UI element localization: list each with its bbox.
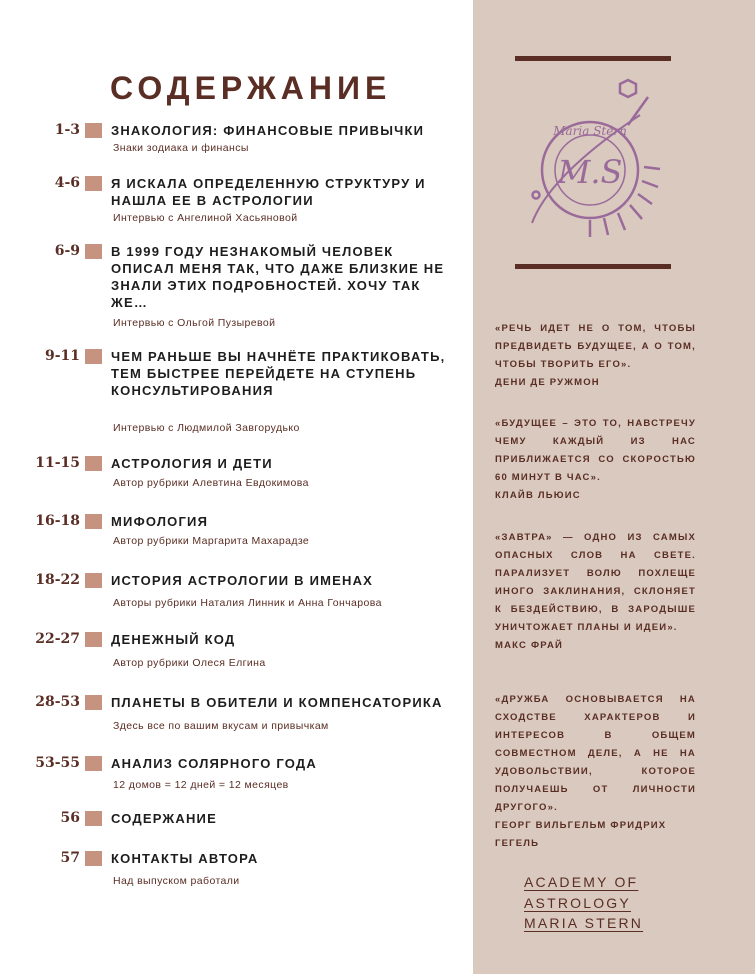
logo-monogram: M.S (557, 153, 623, 191)
toc-title: В 1999 ГОДУ НЕЗНАКОМЫЙ ЧЕЛОВЕК ОПИСАЛ МЕНЯ ТАК, ЧТО ДАЖЕ БЛИЗКИЕ НЕ ЗНАЛИ ЭТИХ ПОДРОБНОСТЕЙ. ХОЧУ ТАК ЖЕ… (111, 244, 445, 310)
page-range: 22-27 (35, 631, 80, 647)
bullet-square (85, 349, 102, 364)
toc-title: ЗНАКОЛОГИЯ: ФИНАНСОВЫЕ ПРИВЫЧКИ (111, 123, 425, 138)
bullet-square (85, 244, 102, 259)
quote-text: «БУДУЩЕЕ – ЭТО ТО, НАВСТРЕЧУ ЧЕМУ КАЖДЫЙ ИЗ НАС ПРИБЛИЖАЕТСЯ СО СКОРОСТЬЮ 60 МИНУТ В ЧАС». (495, 418, 696, 483)
toc-title: ИСТОРИЯ АСТРОЛОГИИ В ИМЕНАХ (111, 573, 374, 588)
page-range: 53-55 (35, 755, 80, 771)
bullet-square (85, 632, 102, 647)
page-range: 18-22 (35, 572, 80, 588)
bullet-square (85, 695, 102, 710)
toc-subtitle: Интервью с Ангелиной Хасьяновой (113, 212, 298, 224)
page-range: 4-6 (54, 175, 80, 191)
bullet-square (85, 123, 102, 138)
quote-text: «РЕЧЬ ИДЕТ НЕ О ТОМ, ЧТОБЫ ПРЕДВИДЕТЬ БУДУЩЕЕ, А О ТОМ, ЧТОБЫ ТВОРИТЬ ЕГО». (495, 323, 696, 370)
page-range: 1-3 (54, 122, 80, 138)
toc-subtitle: Автор рубрики Олеся Елгина (113, 657, 266, 669)
top-divider (515, 56, 671, 61)
toc-title: ПЛАНЕТЫ В ОБИТЕЛИ И КОМПЕНСАТОРИКА (111, 695, 443, 710)
logo-text: Maria Stern (553, 124, 627, 138)
bullet-square (85, 573, 102, 588)
toc-subtitle: Над выпуском работали (113, 875, 240, 887)
toc-subtitle: 12 домов = 12 дней = 12 месяцев (113, 779, 289, 791)
bullet-square (85, 456, 102, 471)
academy-line: MARIA STERN (524, 915, 644, 931)
toc-title: СОДЕРЖАНИЕ (111, 811, 217, 826)
toc-subtitle: Знаки зодиака и финансы (113, 142, 249, 154)
bullet-square (85, 811, 102, 826)
maria-stern-logo (520, 75, 670, 245)
toc-title: МИФОЛОГИЯ (111, 514, 209, 529)
page-range: 11-15 (35, 455, 80, 471)
academy-line: ASTROLOGY (524, 894, 631, 911)
quote (495, 529, 696, 655)
quote (495, 320, 696, 392)
toc-subtitle: Интервью с Ольгой Пузыревой (113, 317, 276, 329)
toc-title: АНАЛИЗ СОЛЯРНОГО ГОДА (111, 756, 317, 771)
academy-line: ACADEMY OF (524, 874, 639, 890)
page-range: 16-18 (35, 513, 80, 529)
page-range: 6-9 (54, 243, 80, 259)
quote-author: МАКС ФРАЙ (495, 640, 564, 651)
quote-author: ДЕНИ ДЕ РУЖМОН (495, 377, 600, 388)
quote-text: «ДРУЖБА ОСНОВЫВАЕТСЯ НА СХОДСТВЕ ХАРАКТЕРОВ И ИНТЕРЕСОВ В ОБЩЕМ СОВМЕСТНОМ ДЕЛЕ, А НЕ НА УДОВОЛЬСТВИИ, КОТОРОЕ ПОЛУЧАЕШЬ ОТ ЛИЧНОСТИ ДРУГОГО». (495, 694, 696, 813)
quote-author: ГЕОРГ ВИЛЬГЕЛЬМ ФРИДРИХ ГЕГЕЛЬ (495, 820, 667, 849)
page-range: 57 (60, 850, 80, 866)
toc-subtitle: Автор рубрики Алевтина Евдокимова (113, 477, 309, 489)
quote (495, 415, 696, 505)
toc-subtitle: Авторы рубрики Наталия Линник и Анна Гончарова (113, 597, 382, 609)
quote-text: «ЗАВТРА» — ОДНО ИЗ САМЫХ ОПАСНЫХ СЛОВ НА СВЕТЕ. ПАРАЛИЗУЕТ ВОЛЮ ПОХЛЕЩЕ ИНОГО ЗАКЛИНАНИЯ, СКЛОНЯЕТ К БЕЗДЕЙСТВИЮ, В ЗАРОДЫШЕ УНИЧТОЖАЕТ ПЛАНЫ И ИДЕИ». (495, 532, 696, 633)
toc-title: ДЕНЕЖНЫЙ КОД (111, 632, 236, 647)
toc-subtitle: Автор рубрики Маргарита Махарадзе (113, 535, 310, 547)
page-range: 28-53 (35, 694, 80, 710)
bullet-square (85, 514, 102, 529)
toc-title: КОНТАКТЫ АВТОРА (111, 851, 259, 866)
bottom-divider (515, 264, 671, 269)
toc-subtitle: Здесь все по вашим вкусам и привычкам (113, 720, 329, 732)
bullet-square (85, 176, 102, 191)
toc-subtitle: Интервью с Людмилой Завгорудько (113, 422, 300, 434)
page-range: 9-11 (44, 348, 80, 364)
academy-name[interactable] (524, 872, 643, 934)
page-range: 56 (60, 810, 80, 826)
bullet-square (85, 851, 102, 866)
toc-title: АСТРОЛОГИЯ И ДЕТИ (111, 456, 273, 471)
toc-title: ЧЕМ РАНЬШЕ ВЫ НАЧНЁТЕ ПРАКТИКОВАТЬ, ТЕМ БЫСТРЕЕ ПЕРЕЙДЕТЕ НА СТУПЕНЬ КОНСУЛЬТИРОВАНИЯ (111, 349, 446, 398)
toc-title: Я ИСКАЛА ОПРЕДЕЛЕННУЮ СТРУКТУРУ И НАШЛА ЕЕ В АСТРОЛОГИИ (111, 176, 426, 208)
quote-author: КЛАЙВ ЛЬЮИС (495, 490, 581, 501)
quote (495, 691, 696, 853)
page-title: СОДЕРЖАНИЕ (110, 70, 392, 106)
bullet-square (85, 756, 102, 771)
